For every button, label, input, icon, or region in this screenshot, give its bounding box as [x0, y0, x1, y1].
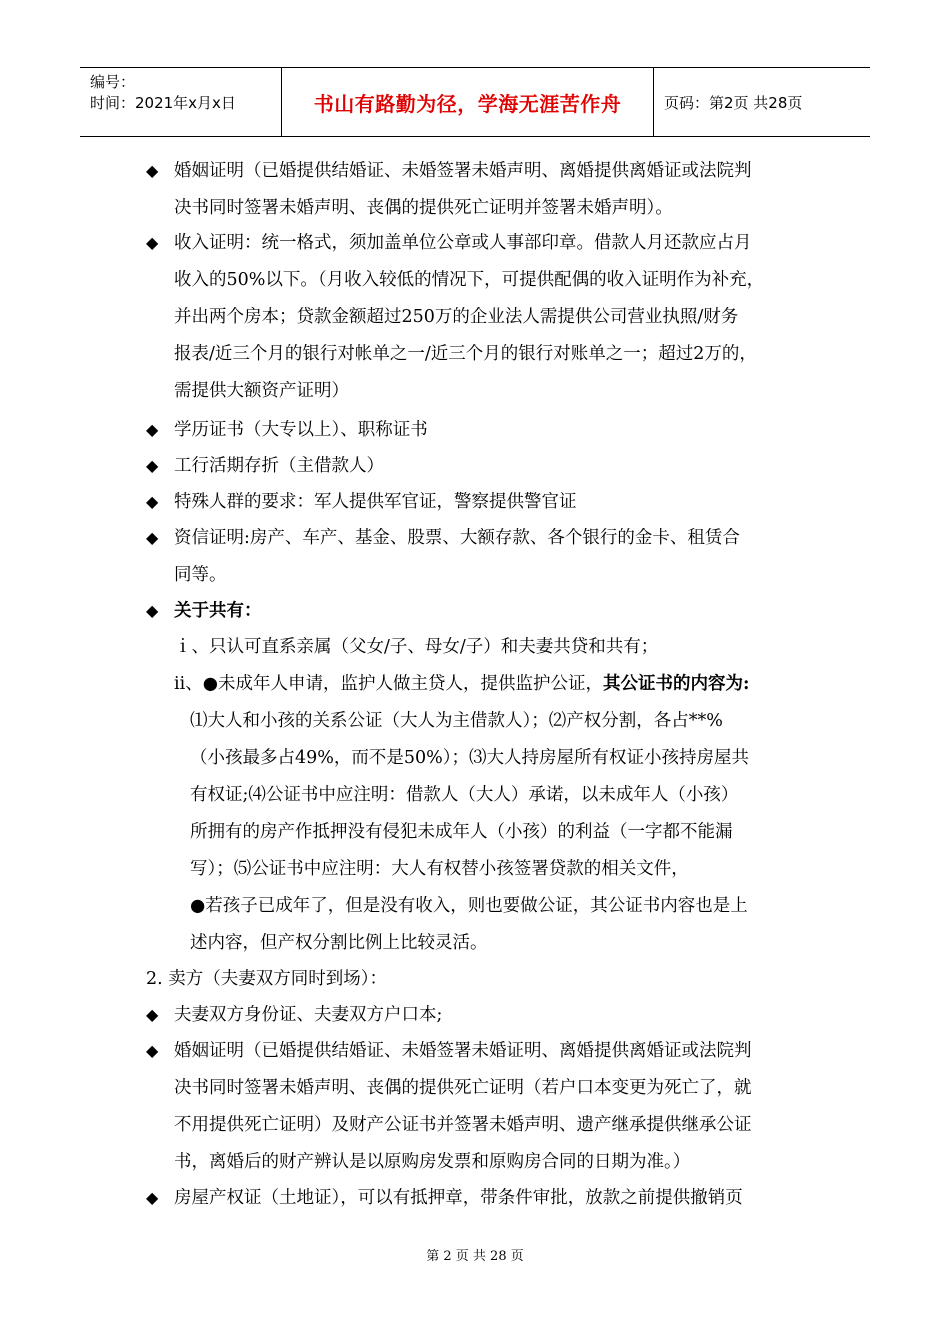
page-footer: 第 2 页 共 28 页: [426, 1249, 524, 1264]
text-line: 决书同时签署未婚声明、丧偶的提供死亡证明并签署未婚声明）。: [174, 198, 673, 218]
text-line: 有权证;⑷公证书中应注明：借款人（大人）承诺，以未成年人（小孩）: [190, 785, 739, 805]
text-line: 夫妻双方身份证、夫妻双方户口本;: [174, 1005, 443, 1025]
header-meta: [80, 68, 282, 136]
text-line: 婚姻证明（已婚提供结婚证、未婚签署未婚证明、离婚提供离婚证或法院判: [174, 1041, 752, 1061]
section-heading: 关于共有：: [174, 601, 262, 621]
bullet-diamond-icon: ◆: [146, 1005, 159, 1024]
text-line: 写）；⑸公证书中应注明：大人有权替小孩签署贷款的相关文件，: [190, 859, 689, 879]
section-heading: 2. 卖方（夫妻双方同时到场）：: [146, 969, 388, 989]
header-motto-cell: [282, 68, 654, 136]
text-line: ⑴大人和小孩的关系公证（大人为主借款人）；⑵产权分割，各占**%: [190, 711, 723, 731]
text-line: 工行活期存折（主借款人）: [174, 456, 384, 476]
bullet-diamond-icon: ◆: [146, 456, 159, 475]
text-line: 决书同时签署未婚声明、丧偶的提供死亡证明（若户口本变更为死亡了，就: [174, 1078, 752, 1098]
text-line: 所拥有的房产作抵押没有侵犯未成年人（小孩）的利益（一字都不能漏: [190, 822, 733, 842]
bullet-diamond-icon: ◆: [146, 492, 159, 511]
text-segment-bold: 其公证书的内容为:: [602, 674, 750, 694]
text-line: 并出两个房本；贷款金额超过250万的企业法人需提供公司营业执照/财务: [174, 307, 739, 327]
header-motto: 书山有路勤为径，学海无涯苦作舟: [313, 91, 622, 116]
document-number-label: 编号：: [90, 73, 136, 91]
document-time-label: 时间：2021年x月x日: [90, 94, 236, 112]
text-line: 收入证明：统一格式，须加盖单位公章或人事部印章。借款人月还款应占月: [174, 233, 752, 253]
text-line: [174, 673, 749, 695]
text-line: 婚姻证明（已婚提供结婚证、未婚签署未婚声明、离婚提供离婚证或法院判: [174, 161, 752, 181]
text-line: 报表/近三个月的银行对帐单之一/近三个月的银行对账单之一；超过2万的，: [174, 344, 757, 364]
text-line: 资信证明:房产、车产、基金、股票、大额存款、各个银行的金卡、租赁合: [174, 528, 740, 548]
text-line: ｉ、只认可直系亲属（父女/子、母女/子）和夫妻共贷和共有；: [174, 637, 659, 657]
bullet-diamond-icon: ◆: [146, 420, 159, 439]
text-line: 书，离婚后的财产辨认是以原购房发票和原购房合同的日期为准。）: [174, 1152, 691, 1172]
bullet-diamond-icon: ◆: [146, 601, 159, 620]
bullet-diamond-icon: ◆: [146, 233, 159, 252]
text-line: ●若孩子已成年了，但是没有收入，则也要做公证，其公证书内容也是上: [190, 896, 748, 916]
text-line: 收入的50%以下。（月收入较低的情况下，可提供配偶的收入证明作为补充，: [174, 270, 765, 290]
header-page-cell: [654, 68, 870, 136]
bullet-diamond-icon: ◆: [146, 528, 159, 547]
text-line: 学历证书（大专以上）、职称证书: [174, 420, 428, 440]
text-line: 同等。: [174, 565, 227, 585]
text-line: 述内容，但产权分割比例上比较灵活。: [190, 933, 488, 953]
bullet-diamond-icon: ◆: [146, 1041, 159, 1060]
text-line: 特殊人群的要求：军人提供军官证，警察提供警官证: [174, 492, 577, 512]
text-line: （小孩最多占49%，而不是50%）；⑶大人持房屋所有权证小孩持房屋共: [190, 748, 750, 768]
text-segment: ⅱ、●未成年人申请，监护人做主贷人，提供监护公证，: [174, 674, 603, 694]
text-line: 房屋产权证（土地证），可以有抵押章，带条件审批，放款之前提供撤销页: [174, 1188, 743, 1208]
bullet-diamond-icon: ◆: [146, 1188, 159, 1207]
bullet-diamond-icon: ◆: [146, 161, 159, 180]
header-page-number: 页码：第2页 共28页: [664, 93, 803, 112]
text-line: 不用提供死亡证明）及财产公证书并签署未婚声明、遗产继承提供继承公证: [174, 1115, 752, 1135]
text-line: 需提供大额资产证明）: [174, 381, 349, 401]
page-header: [80, 67, 870, 137]
